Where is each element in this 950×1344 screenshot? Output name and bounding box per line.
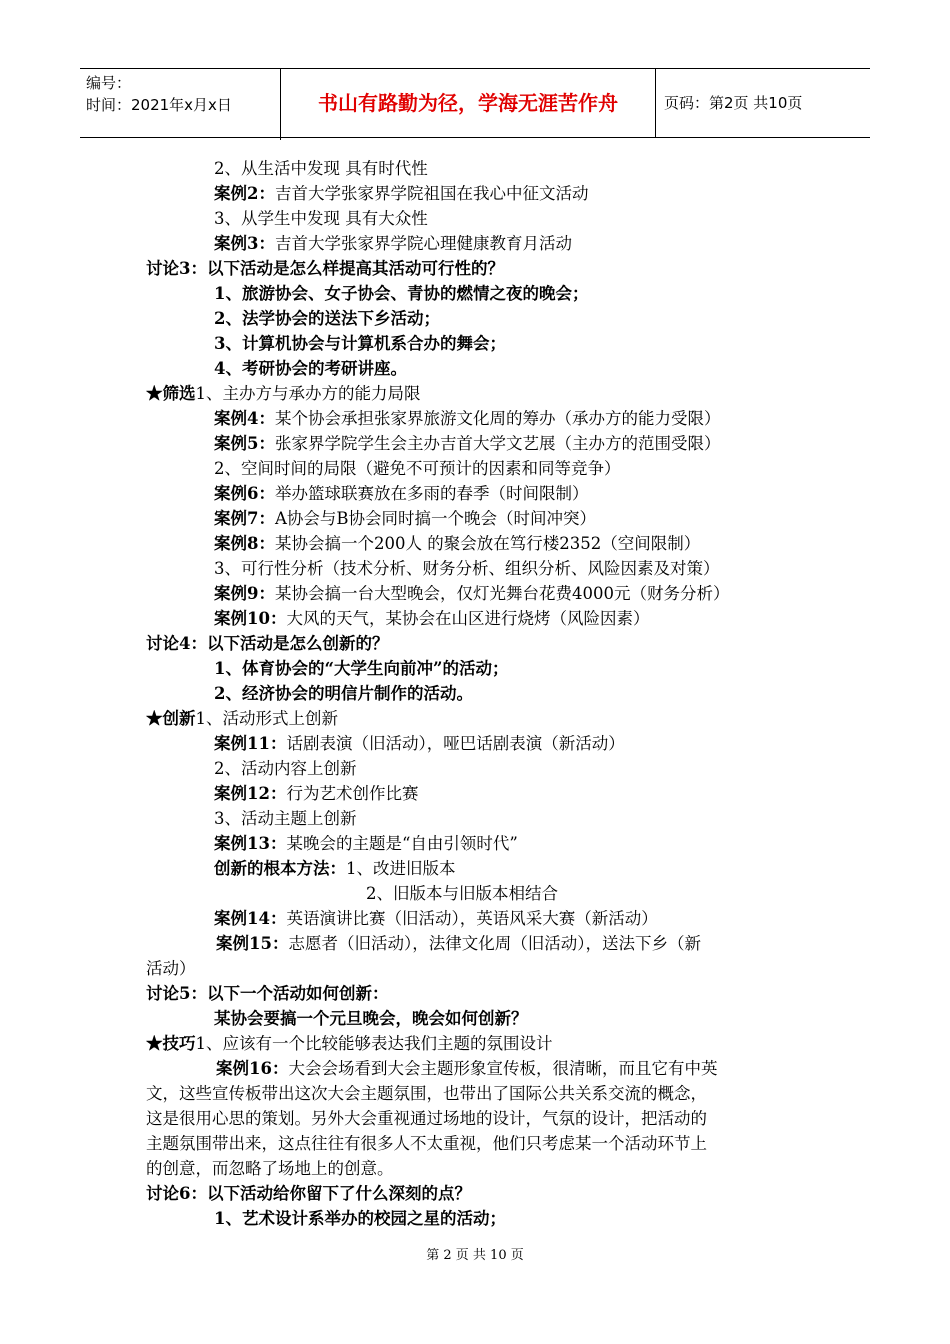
line-text: 3、可行性分析（技术分析、财务分析、组织分析、风险因素及对策） bbox=[214, 559, 720, 578]
text-line bbox=[214, 832, 518, 856]
page-footer: 第 2 页 共 10 页 bbox=[426, 1248, 524, 1263]
bold-label: 案例6： bbox=[214, 484, 275, 503]
text-line bbox=[214, 607, 649, 631]
text-line bbox=[214, 582, 729, 606]
line-text: 行为艺术创作比赛 bbox=[286, 784, 419, 803]
line-text: 2、从生活中发现 具有时代性 bbox=[214, 159, 428, 178]
bold-label: 案例9： bbox=[214, 584, 275, 603]
doc-number-label: 编号： bbox=[86, 74, 132, 92]
line-text: 这是很用心思的策划。另外大会重视通过场地的设计，气氛的设计，把活动的 bbox=[146, 1109, 707, 1128]
bold-label: 1、艺术设计系举办的校园之星的活动； bbox=[214, 1209, 506, 1228]
text-line bbox=[146, 957, 196, 981]
text-line bbox=[214, 532, 700, 556]
text-line bbox=[214, 207, 428, 231]
page-header bbox=[80, 68, 870, 138]
bold-label: 2、经济协会的明信片制作的活动。 bbox=[214, 684, 473, 703]
line-text: 2、活动内容上创新 bbox=[214, 759, 357, 778]
bold-label: ★创新 bbox=[146, 709, 196, 728]
bold-label: 案例11： bbox=[214, 734, 287, 753]
text-line bbox=[214, 182, 588, 206]
text-line bbox=[146, 257, 504, 281]
line-text: 某晚会的主题是“自由引领时代” bbox=[286, 834, 518, 853]
bold-label: ★筛选 bbox=[146, 384, 196, 403]
text-line bbox=[214, 907, 658, 931]
line-text: 的创意，而忽略了场地上的创意。 bbox=[146, 1159, 394, 1178]
text-line bbox=[216, 932, 701, 956]
bold-label: 案例5： bbox=[214, 434, 275, 453]
text-line bbox=[214, 782, 418, 806]
bold-label: 3、计算机协会与计算机系合办的舞会； bbox=[214, 334, 506, 353]
text-line bbox=[214, 482, 588, 506]
text-line bbox=[214, 1207, 506, 1231]
bold-label: 创新的根本方法： bbox=[214, 859, 346, 878]
text-line bbox=[146, 1157, 394, 1181]
text-line bbox=[214, 557, 720, 581]
bold-label: 案例16： bbox=[216, 1059, 289, 1078]
bold-label: 案例10： bbox=[214, 609, 287, 628]
bold-label: 案例4： bbox=[214, 409, 275, 428]
bold-label: 4、考研协会的考研讲座。 bbox=[214, 359, 407, 378]
line-text: 吉首大学张家界学院心理健康教育月活动 bbox=[274, 234, 572, 253]
header-motto: 书山有路勤为径，学海无涯苦作舟 bbox=[281, 69, 656, 137]
header-meta bbox=[80, 69, 281, 140]
line-text: 吉首大学张家界学院祖国在我心中征文活动 bbox=[274, 184, 589, 203]
bold-label: 案例3： bbox=[214, 234, 275, 253]
text-line bbox=[214, 357, 407, 381]
text-line bbox=[214, 407, 720, 431]
text-line bbox=[146, 382, 421, 406]
text-line bbox=[214, 232, 572, 256]
text-line bbox=[214, 307, 440, 331]
line-text: 1、改进旧版本 bbox=[346, 859, 456, 878]
text-line bbox=[214, 1007, 528, 1031]
line-text: 某协会搞一个200人 的聚会放在笃行楼2352（空间限制） bbox=[274, 534, 701, 553]
text-line bbox=[146, 982, 388, 1006]
text-line bbox=[214, 732, 625, 756]
bold-label: 2、法学协会的送法下乡活动； bbox=[214, 309, 440, 328]
line-text: 大会会场看到大会主题形象宣传板，很清晰，而且它有中英 bbox=[288, 1059, 718, 1078]
line-text: 活动） bbox=[146, 959, 196, 978]
line-text: 1、主办方与承办方的能力局限 bbox=[195, 384, 421, 403]
text-line bbox=[146, 707, 338, 731]
bold-label: ★技巧 bbox=[146, 1034, 196, 1053]
bold-label: 讨论6：以下活动给你留下了什么深刻的点？ bbox=[146, 1184, 471, 1203]
line-text: 大风的天气，某协会在山区进行烧烤（风险因素） bbox=[286, 609, 650, 628]
bold-label: 讨论4：以下活动是怎么创新的？ bbox=[146, 634, 389, 653]
line-text: 某协会搞一台大型晚会，仅灯光舞台花费4000元（财务分析） bbox=[274, 584, 730, 603]
line-text: 2、旧版本与旧版本相结合 bbox=[366, 884, 558, 903]
bold-label: 讨论3：以下活动是怎么样提高其活动可行性的？ bbox=[146, 259, 504, 278]
text-line bbox=[216, 1057, 717, 1081]
bold-label: 某协会要搞一个元旦晚会，晚会如何创新？ bbox=[214, 1009, 528, 1028]
line-text: 1、应该有一个比较能够表达我们主题的氛围设计 bbox=[195, 1034, 553, 1053]
text-line bbox=[214, 457, 621, 481]
bold-label: 讨论5：以下一个活动如何创新： bbox=[146, 984, 389, 1003]
bold-label: 案例12： bbox=[214, 784, 287, 803]
text-line bbox=[214, 507, 596, 531]
bold-label: 1、体育协会的“大学生向前冲”的活动； bbox=[214, 659, 509, 678]
line-text: 英语演讲比赛（旧活动），英语风采大赛（新活动） bbox=[286, 909, 658, 928]
text-line bbox=[146, 1032, 553, 1056]
text-line bbox=[146, 632, 388, 656]
text-line bbox=[146, 1132, 707, 1156]
bold-label: 案例8： bbox=[214, 534, 275, 553]
line-text: 主题氛围带出来，这点往往有很多人不太重视，他们只考虑某一个活动环节上 bbox=[146, 1134, 707, 1153]
line-text: 某个协会承担张家界旅游文化周的筹办（承办方的能力受限） bbox=[274, 409, 721, 428]
line-text: 3、从学生中发现 具有大众性 bbox=[214, 209, 428, 228]
text-line bbox=[366, 882, 558, 906]
text-line bbox=[146, 1182, 471, 1206]
line-text: 举办篮球联赛放在多雨的春季（时间限制） bbox=[274, 484, 589, 503]
text-line bbox=[214, 157, 428, 181]
text-line bbox=[214, 432, 720, 456]
bold-label: 案例13： bbox=[214, 834, 287, 853]
bold-label: 案例14： bbox=[214, 909, 287, 928]
line-text: 2、空间时间的局限（避免不可预计的因素和同等竞争） bbox=[214, 459, 621, 478]
line-text: A协会与B协会同时搞一个晚会（时间冲突） bbox=[274, 509, 597, 528]
line-text: 文，这些宣传板带出这次大会主题氛围，也带出了国际公共关系交流的概念， bbox=[146, 1084, 707, 1103]
text-line bbox=[214, 332, 506, 356]
bold-label: 案例15： bbox=[216, 934, 289, 953]
text-line bbox=[214, 657, 508, 681]
text-line bbox=[214, 682, 473, 706]
bold-label: 1、旅游协会、女子协会、青协的燃情之夜的晚会； bbox=[214, 284, 589, 303]
header-page-label: 页码：第2页 共10页 bbox=[664, 94, 803, 112]
bold-label: 案例2： bbox=[214, 184, 275, 203]
text-line bbox=[214, 757, 357, 781]
line-text: 1、活动形式上创新 bbox=[195, 709, 338, 728]
line-text: 话剧表演（旧活动），哑巴话剧表演（新活动） bbox=[286, 734, 625, 753]
text-line bbox=[214, 282, 588, 306]
line-text: 张家界学院学生会主办吉首大学文艺展（主办方的范围受限） bbox=[274, 434, 721, 453]
text-line bbox=[214, 857, 456, 881]
line-text: 志愿者（旧活动），法律文化周（旧活动），送法下乡（新 bbox=[288, 934, 701, 953]
doc-time-label: 时间：2021年x月x日 bbox=[86, 96, 232, 114]
bold-label: 案例7： bbox=[214, 509, 275, 528]
text-line bbox=[214, 807, 357, 831]
text-line bbox=[146, 1082, 707, 1106]
line-text: 3、活动主题上创新 bbox=[214, 809, 357, 828]
text-line bbox=[146, 1107, 707, 1131]
